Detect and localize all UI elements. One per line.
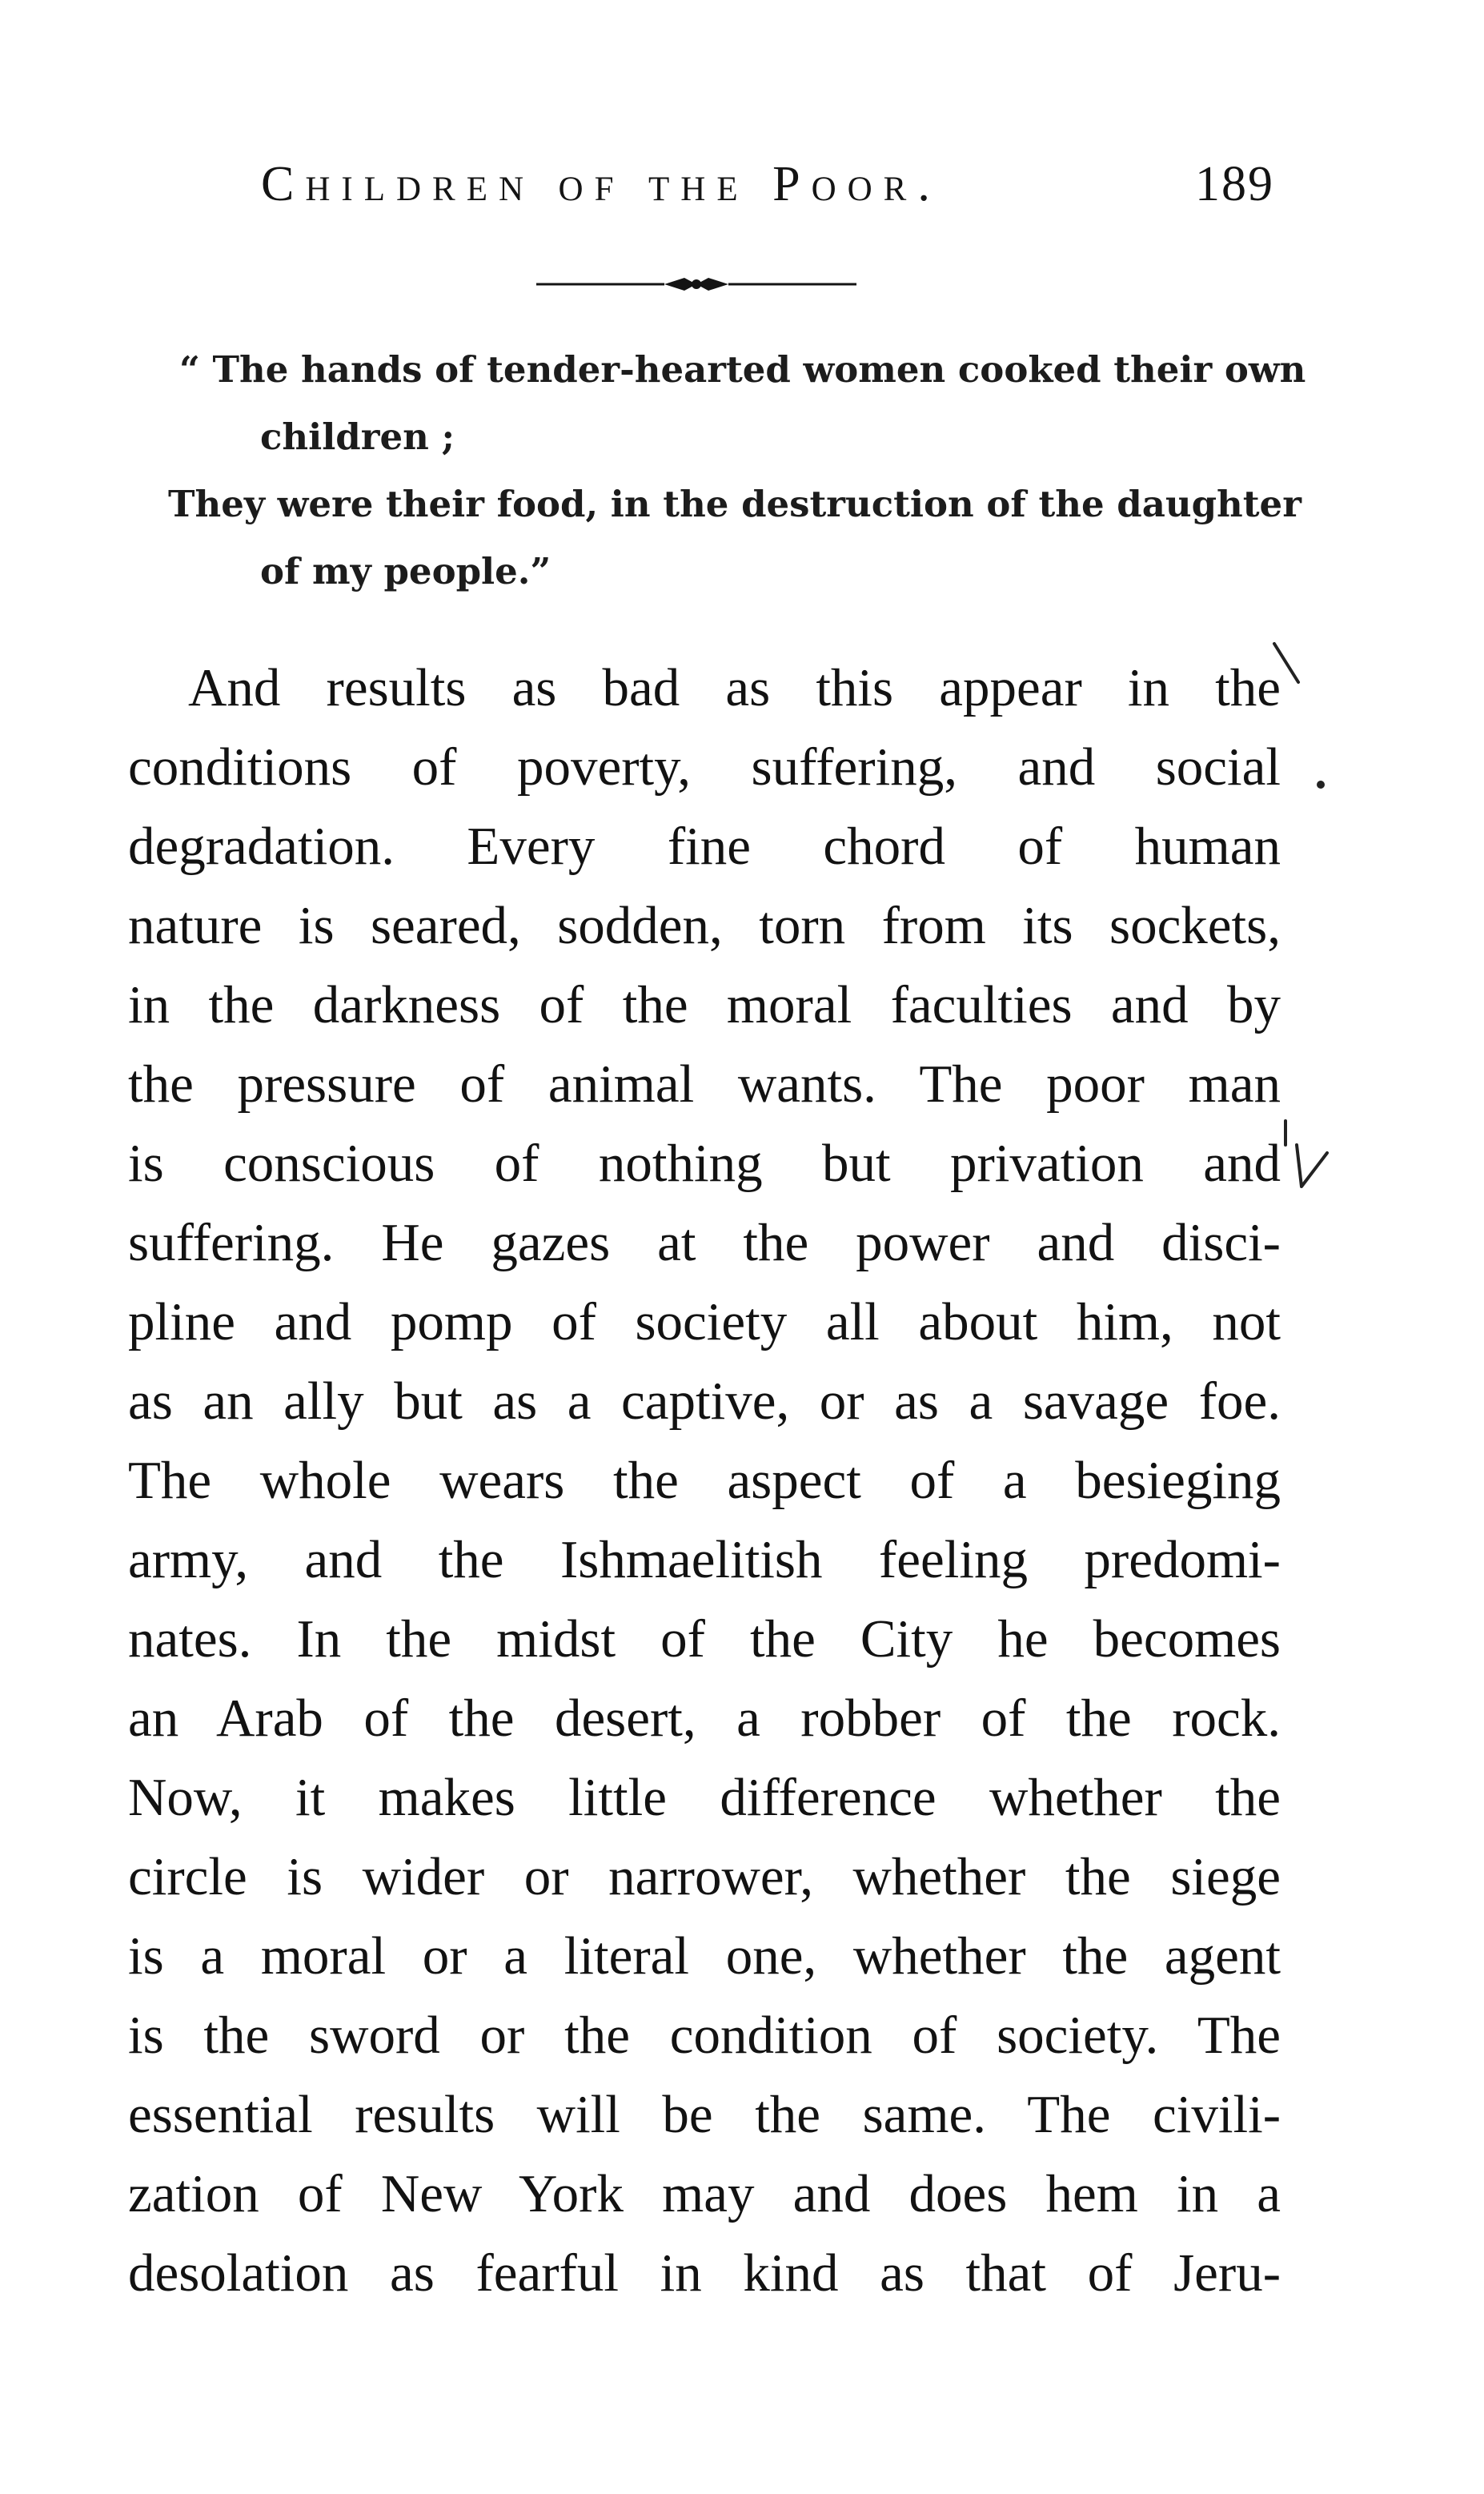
margin-dot-mark [1313,777,1329,793]
epigraph-line: of my people.” [260,550,551,592]
body-line: essential results will be the same. The civili- [128,2085,1281,2144]
body-line: is the sword or the condition of society. The [128,2006,1281,2065]
running-header [261,156,1274,228]
body-line: an Arab of the desert, a robber of the rock. [128,1689,1281,1748]
body-line: army, and the Ishmaelitish feeling predomi- [128,1530,1281,1589]
body-line: Now, it makes little difference whether the [128,1768,1281,1827]
margin-checkmark [1279,1113,1335,1201]
body-line: desolation as fearful in kind as that of Jeru- [128,2243,1281,2303]
epigraph-quote [168,336,1306,605]
body-line: conditions of poverty, suffering, and social [128,737,1281,797]
body-line: nates. In the midst of the City he becomes [128,1609,1281,1669]
body-line: as an ally but as a captive, or as a savage foe. [128,1371,1281,1431]
body-line: in the darkness of the moral faculties and by [128,975,1281,1034]
epigraph-line: They were their food, in the destruction of the daughter [168,483,1302,525]
body-line: The whole wears the aspect of a besieging [128,1451,1281,1510]
body-line: degradation. Every fine chord of human [128,817,1281,876]
body-line: And results as bad as this appear in the [188,658,1281,717]
body-line: is conscious of nothing but privation and [128,1134,1281,1193]
epigraph-line: children ; [260,416,455,458]
body-line: is a moral or a literal one, whether the agent [128,1926,1281,1986]
epigraph-line: “ The hands of tender-hearted women cooked their own [179,348,1306,391]
body-paragraph [128,649,1281,2313]
running-title: Children of the Poor. [261,157,941,211]
body-line: zation of New York may and does hem in a [128,2164,1281,2223]
body-line: circle is wider or narrower, whether the siege [128,1847,1281,1906]
body-line: the pressure of animal wants. The poor man [128,1054,1281,1114]
body-line: pline and pomp of society all about him, not [128,1292,1281,1351]
margin-slash-mark [1271,641,1303,689]
body-line: nature is seared, sodden, torn from its sockets, [128,896,1281,955]
body-line: suffering. He gazes at the power and disci- [128,1213,1281,1272]
page-number: 189 [1195,157,1274,211]
ornamental-rule [536,272,856,296]
